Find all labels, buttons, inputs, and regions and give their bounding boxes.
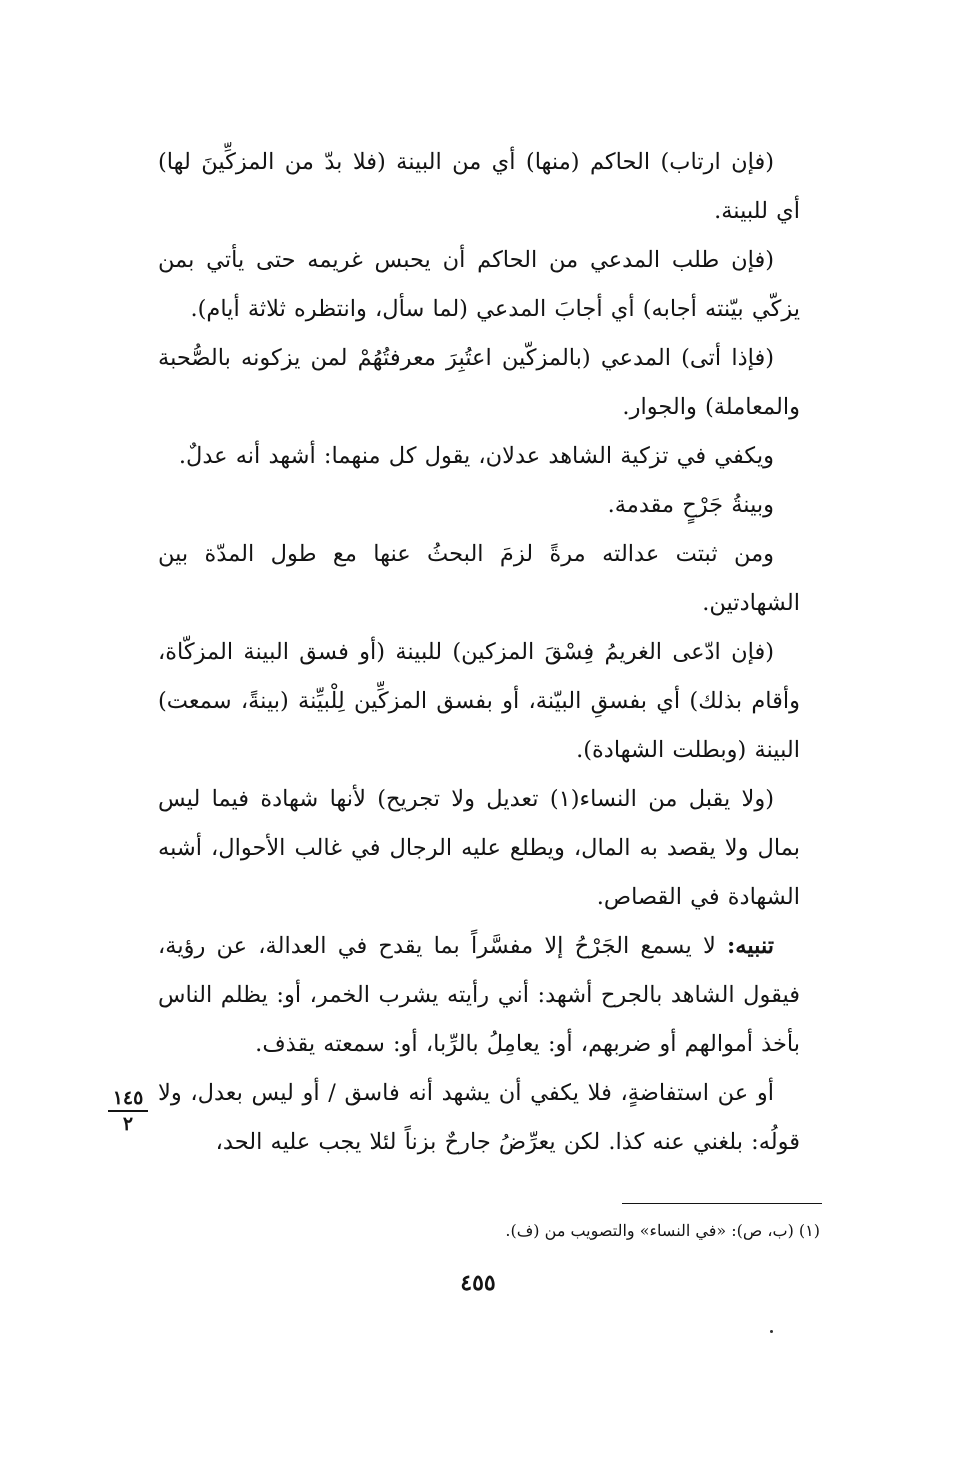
paragraph-text: وبينةُ جَرْحٍ مقدمة. — [607, 492, 774, 518]
print-speck — [770, 1330, 773, 1333]
paragraph-3 — [158, 334, 800, 432]
paragraph-2 — [158, 236, 800, 334]
paragraph-text: ويكفي في تزكية الشاهد عدلان، يقول كل منهما: أشهد أنه عدلٌ. — [178, 443, 774, 469]
main-text — [158, 138, 800, 1167]
paragraph-text: (فإن طلب المدعي من الحاكم أن يحبس غريمه حتى يأتي بمن يزكّي بيّنته أجابه) أي أجابَ المدعي (لما سأل، وانتظره ثلاثة أيام). — [158, 247, 800, 322]
folio-side: ٢ — [122, 1113, 134, 1135]
page-number: ٤٥٥ — [460, 1270, 496, 1296]
paragraph-text: (ولا يقبل من النساء(١) تعديل ولا تجريح) لأنها شهادة فيما ليس بمال ولا يقصد به المال، ويطلع عليه الرجال في غالب الأحوال، أشبه الشهادة في القصاص. — [158, 786, 800, 910]
note-label: تنبيه: — [727, 933, 774, 959]
paragraph-text: (فإن ادّعى الغريمُ فِسْقَ المزكين) للبينة (أو فسق البينة المزكّاة، وأقام بذلك) أي بفسقِ البيّنة، أو بفسق المزكِّين لِلْبيِّنة (بينةً، سمعت) البينة (وبطلت الشهادة). — [158, 639, 800, 763]
paragraph-text: (فإذا أتى) المدعي (بالمزكّين اعتُبِرَ معرفتُهُمْ لمن يزكونه بالصُّحبة والمعاملة) والجوار. — [158, 345, 800, 420]
footnote: (١) (ب، ص): «في النساء» والتصويب من (ف). — [505, 1221, 820, 1240]
paragraph-1 — [158, 138, 800, 236]
paragraph-text: ومن ثبتت عدالته مرةً لزمَ البحثُ عنها مع طول المدّة بين الشهادتين. — [158, 541, 800, 616]
folio-number: ١٤٥ — [108, 1088, 148, 1112]
paragraph-text: لا يسمع الجَرْحُ إلا مفسَّراً بما يقدح في العدالة، عن رؤية، فيقول الشاهد بالجرح أشهد: أني رأيته يشرب الخمر، أو: يظلم الناس بأخذ أموالهم أو ضربهم، أو: يعامِلُ بالرِّبا، أو: سمعته يقذف. — [158, 933, 800, 1057]
paragraph-9 — [158, 922, 800, 1069]
paragraph-10 — [158, 1069, 800, 1167]
paragraph-text: أو عن استفاضةٍ، فلا يكفي أن يشهد أنه فاسق / أو ليس بعدل، ولا قولُه: بلغني عنه كذا. لكن يعرِّضُ جارحٌ بزناً لئلا يجب عليه الحد، — [158, 1080, 800, 1155]
manuscript-folio-marker — [108, 1088, 148, 1134]
paragraph-8 — [158, 775, 800, 922]
paragraph-6 — [158, 530, 800, 628]
paragraph-5 — [158, 481, 800, 530]
paragraph-7 — [158, 628, 800, 775]
paragraph-4 — [158, 432, 800, 481]
paragraph-text: (فإن ارتاب) الحاكم (منها) أي من البينة (فلا بدّ من المزكِّينَ لها) أي للبينة. — [158, 149, 800, 224]
footnote-divider — [622, 1203, 822, 1204]
